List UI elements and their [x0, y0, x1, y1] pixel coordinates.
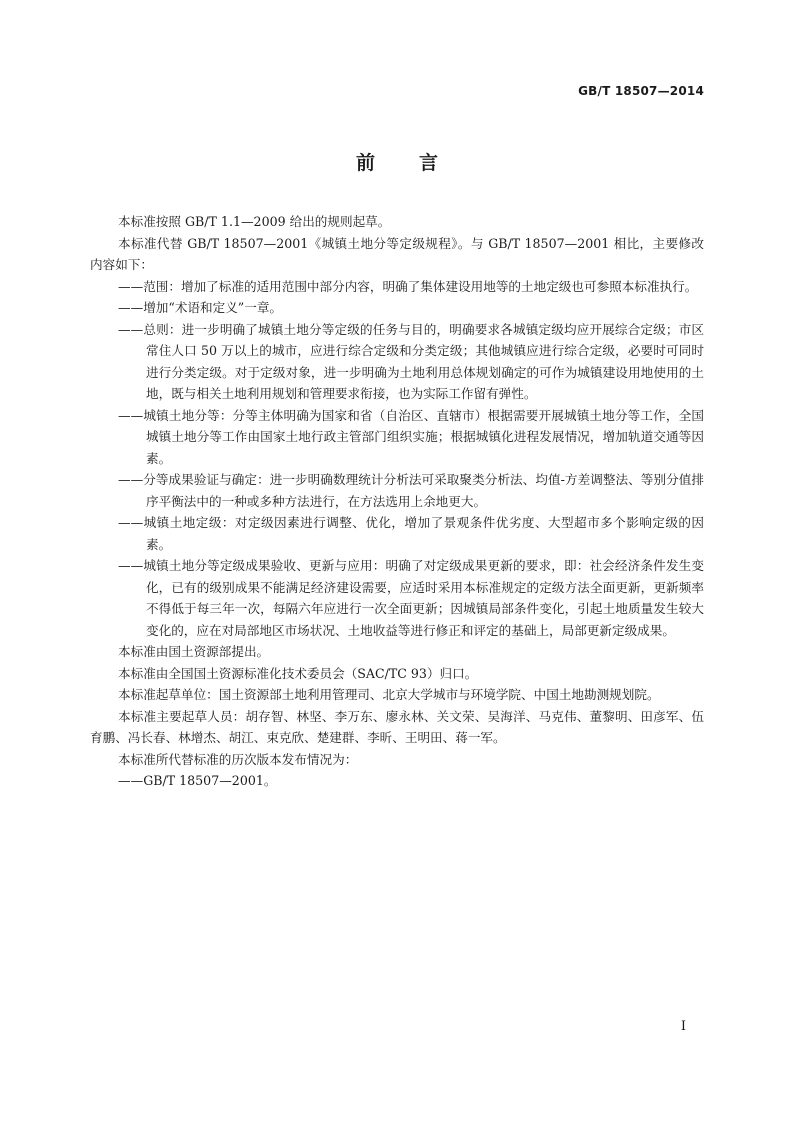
body-paragraph: 本标准由国土资源部提出。	[118, 644, 270, 659]
body-paragraph: 本标准按照 GB/T 1.1—2009 给出的规则起草。	[118, 214, 391, 229]
change-item: ——分等成果验证与确定：进一步明确数理统计分析法可采取聚类分析法、均值-方差调整法、等别分值排序平衡法中的一种或多种方法进行，在方法选用上余地更大。	[118, 472, 704, 509]
change-item: ——增加“术语和定义”一章。	[118, 300, 283, 315]
change-item: ——城镇土地定级：对定级因素进行调整、优化，增加了景观条件优劣度、大型超市多个影响定级的因素。	[118, 515, 704, 552]
body-paragraph: 本标准所代替标准的历次版本发布情况为：	[118, 751, 358, 767]
body-paragraph: 本标准主要起草人员：胡存智、林坚、李万东、廖永林、关文荣、吴海洋、马克伟、董黎明、田彦军、伍育鹏、冯长春、林增杰、胡江、束克欣、楚建群、李昕、王明田、蒋一军。	[90, 708, 704, 745]
change-item: ——城镇土地分等：分等主体明确为国家和省（自治区、直辖市）根据需要开展城镇土地分等工作，全国城镇土地分等工作由国家土地行政主管部门组织实施；根据城镇化进程发展情况，增加轨道交通等因素。	[118, 407, 704, 466]
body-paragraph: 本标准由全国国土资源标准化技术委员会（SAC/TC 93）归口。	[118, 665, 478, 681]
page-number: I	[680, 1019, 686, 1034]
page-title: 前言	[355, 152, 482, 174]
body-paragraph: 本标准起草单位：国土资源部土地利用管理司、北京大学城市与环境学院、中国土地勘测规划院。	[118, 687, 660, 702]
body-paragraph: 本标准代替 GB/T 18507—2001《城镇土地分等定级规程》。与 GB/T 18507—2001 相比，主要修改内容如下：	[90, 235, 704, 272]
history-item: ——GB/T 18507—2001。	[118, 773, 277, 788]
standard-code: GB/T 18507—2014	[578, 84, 704, 98]
change-item: ——城镇土地分等定级成果验收、更新与应用：明确了对定级成果更新的要求，即：社会经济条件发生变化，已有的级别成果不能满足经济建设需要，应适时采用本标准规定的定级方法全面更新，更新频率不得低于每三年一次，每隔六年应进行一次全面更新；因城镇局部条件变化，引起土地质量发生较大变化的，应在对局部地区市场状况、土地收益等进行修正和评定的基础上，局部更新定级成果。	[118, 558, 704, 638]
foreword-body	[90, 211, 704, 792]
change-item: ——总则：进一步明确了城镇土地分等定级的任务与目的，明确要求各城镇定级均应开展综合定级；市区常住人口 50 万以上的城市，应进行综合定级和分类定级；其他城镇应进行综合定级，必要时可同时进行分类定级。对于定级对象，进一步明确为土地利用总体规划确定的可作为城镇建设用地使用的土地，既与相关土地利用规划和管理要求衔接，也为实际工作留有弹性。	[118, 321, 704, 401]
change-item: ——范围：增加了标准的适用范围中部分内容，明确了集体建设用地等的土地定级也可参照本标准执行。	[118, 278, 698, 294]
